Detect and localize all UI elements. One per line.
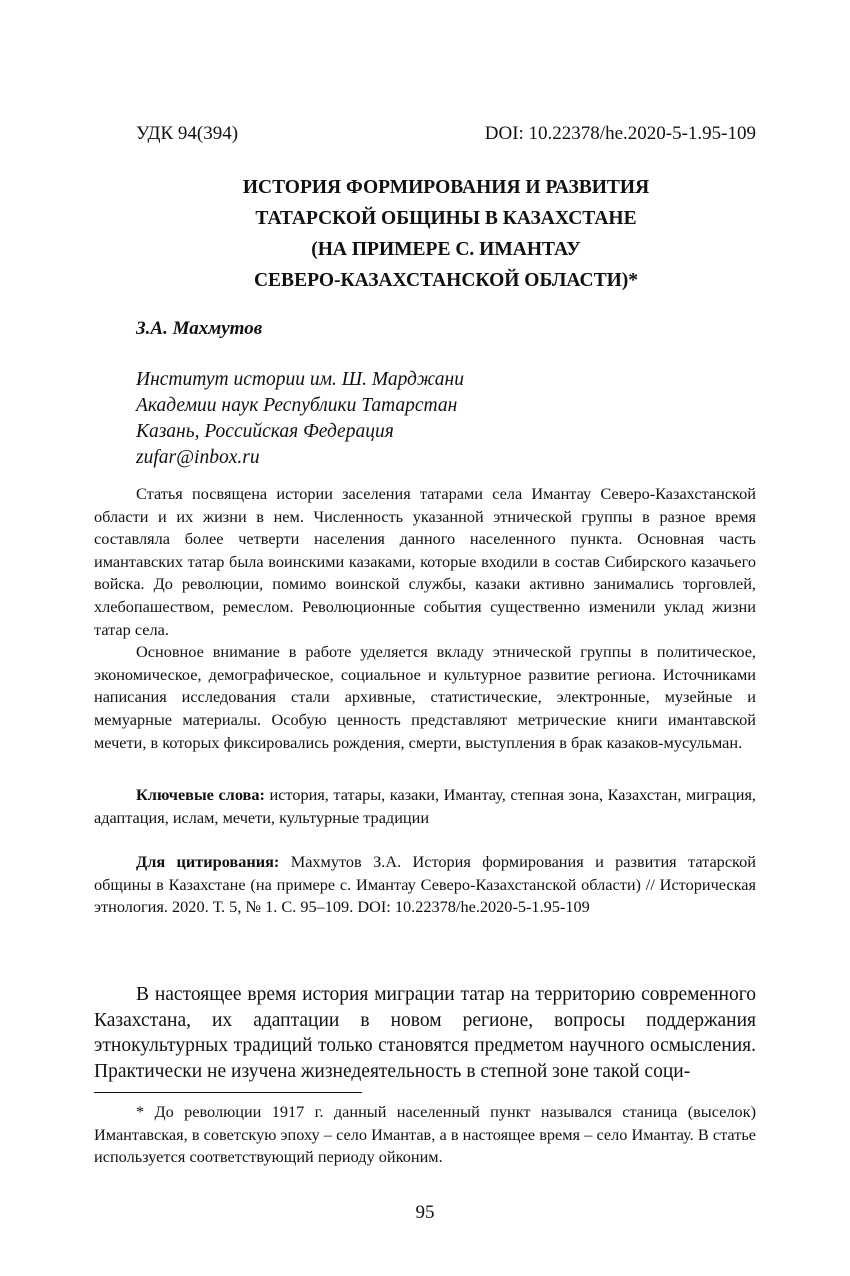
article-title xyxy=(136,172,756,296)
citation-text: Махмутов З.А. История формирования и развития татарской общины в Казахстане (на примере с. Имантау Северо-Казахстанской области) // Историческая этнология. 2020. Т. 5, № 1. С. 95–109. DOI: 10.22378/he.2020-5-1.95-109 xyxy=(94,852,756,917)
doi-identifier: DOI: 10.22378/he.2020-5-1.95-109 xyxy=(484,123,756,144)
affiliation-line: Академии наук Республики Татарстан xyxy=(136,395,458,416)
page-number: 95 xyxy=(415,1202,435,1223)
author-name: З.А. Махмутов xyxy=(136,318,263,339)
udk-code: УДК 94(394) xyxy=(136,123,239,144)
author-email: zufar@inbox.ru xyxy=(136,447,260,468)
body-paragraph: В настоящее время история миграции татар на территорию современного Казахстана, их адаптации в новом регионе, вопросы поддержания этнокультурных традиций только становятся предметом научного осмысления. Практически не изучена жизнедеятельность в степной зоне такой соци- xyxy=(94,984,756,1082)
keywords-text: история, татары, казаки, Имантау, степная зона, Казахстан, миграция, адаптация, ислам, мечети, культурные традиции xyxy=(94,785,757,827)
citation xyxy=(94,851,756,919)
affiliation-line: Институт истории им. Ш. Марджани xyxy=(136,369,464,390)
footnote: * До революции 1917 г. данный населенный пункт назывался станица (выселок) Имантавская, в советскую эпоху – село Имантав, а в настоящее время – село Имантау. В статье используется соответствующий периоду ойконим. xyxy=(94,1102,756,1167)
abstract-paragraph: Основное внимание в работе уделяется вкладу этнической группы в политическое, экономическое, демографическое, социальное и культурное развитие региона. Источниками написания исследования стали архивные, статистические, электронные, музейные и мемуарные материалы. Особую ценность представляют метрические книги имантавской мечети, в которых фиксировались рождения, смерти, выступления в брак казаков-мусульман. xyxy=(94,642,756,752)
abstract-paragraph: Статья посвящена истории заселения татарами села Имантау Северо-Казахстанской области и их жизни в нем. Численность указанной этнической группы в разное время составляла более четверти населения данного населенного пункта. Основная часть имантавских татар была воинскими казаками, которые входили в состав Сибирского казачьего войска. До революции, помимо воинской службы, казаки активно занимались торговлей, хлебопашеством, ремеслом. Революционные события существенно изменили уклад жизни татар села. xyxy=(94,484,756,639)
keywords xyxy=(94,784,756,829)
abstract xyxy=(94,483,756,754)
keywords-label: Ключевые слова: xyxy=(136,785,265,804)
affiliation xyxy=(136,367,464,471)
title-line: ИСТОРИЯ ФОРМИРОВАНИЯ И РАЗВИТИЯ xyxy=(242,177,650,198)
title-line: (НА ПРИМЕРЕ С. ИМАНТАУ xyxy=(311,239,581,260)
affiliation-line: Казань, Российская Федерация xyxy=(136,421,394,442)
footnote-divider xyxy=(94,1092,362,1093)
title-line: СЕВЕРО-КАЗАХСТАНСКОЙ ОБЛАСТИ)* xyxy=(253,270,639,291)
header-row xyxy=(136,123,756,145)
title-line: ТАТАРСКОЙ ОБЩИНЫ В КАЗАХСТАНЕ xyxy=(255,208,637,229)
citation-label: Для цитирования: xyxy=(136,852,280,871)
